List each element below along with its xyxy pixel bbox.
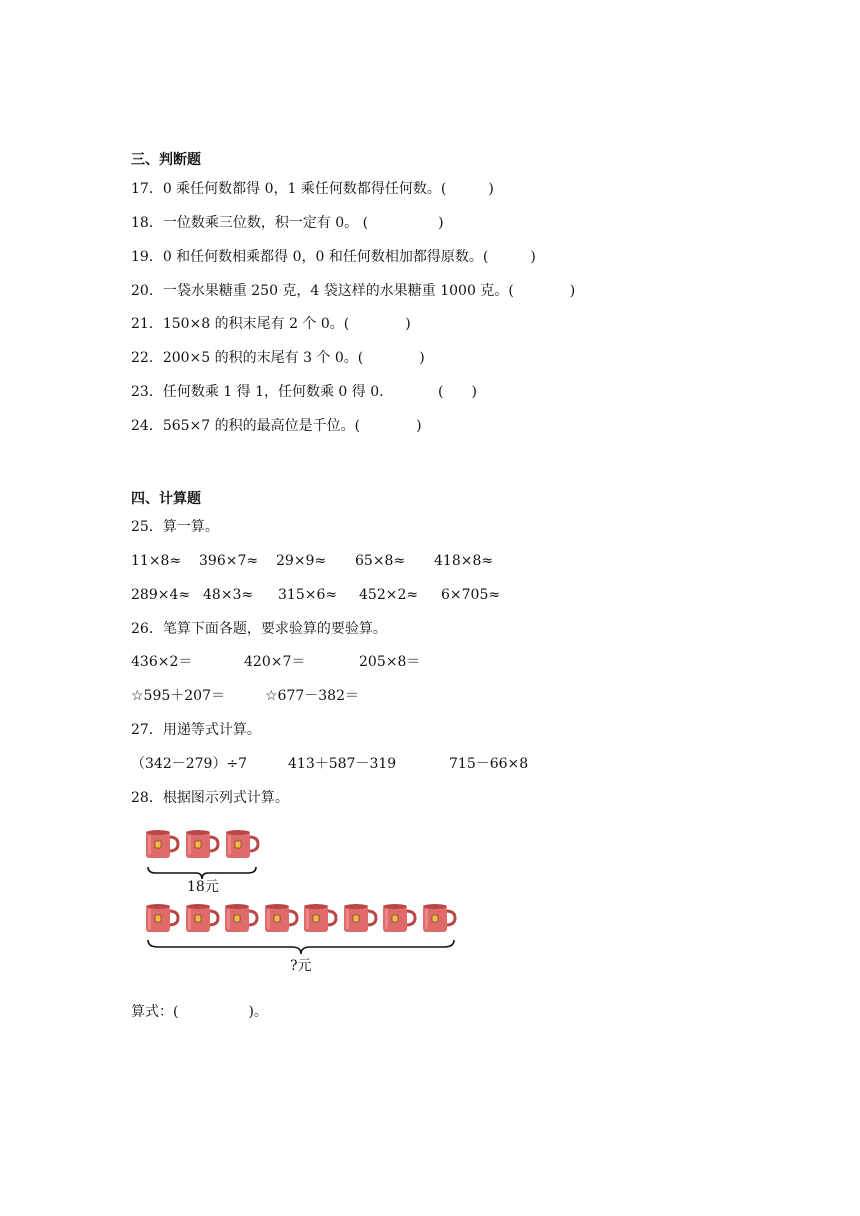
question-25: 25．算一算。 bbox=[131, 519, 219, 535]
question-27: 27．用递等式计算。 bbox=[131, 722, 261, 738]
column-calc-item: 205×8＝ bbox=[359, 654, 421, 670]
question-21: 21．150×8 的积末尾有 2 个 0。( ) bbox=[131, 316, 411, 332]
column-calc-item: ☆677－382＝ bbox=[265, 688, 359, 704]
section-title-judgement: 三、判断题 bbox=[131, 152, 201, 168]
column-calc-item: ☆595＋207＝ bbox=[131, 688, 225, 704]
mug-icon bbox=[224, 829, 260, 859]
question-19: 19．0 和任何数相乘都得 0，0 和任何数相加都得原数。( ) bbox=[131, 249, 536, 265]
question-18: 18．一位数乘三位数，积一定有 0。 ( ) bbox=[131, 215, 444, 231]
estimate-item: 396×7≈ bbox=[199, 553, 259, 569]
estimate-item: 315×6≈ bbox=[278, 587, 338, 603]
estimate-item: 11×8≈ bbox=[131, 553, 182, 569]
column-calc-item: 420×7＝ bbox=[244, 654, 306, 670]
estimate-item: 418×8≈ bbox=[434, 553, 494, 569]
mug-icon bbox=[184, 829, 220, 859]
mug-icon bbox=[144, 903, 180, 933]
mug-icon bbox=[223, 903, 259, 933]
column-calc-item: 436×2＝ bbox=[131, 654, 193, 670]
question-17: 17．0 乘任何数都得 0，1 乘任何数都得任何数。( ) bbox=[131, 181, 494, 197]
question-20: 20．一袋水果糖重 250 克，4 袋这样的水果糖重 1000 克。( ) bbox=[131, 283, 576, 299]
question-23-answer-paren: ( ) bbox=[438, 384, 477, 400]
section-title-calculation: 四、计算题 bbox=[131, 491, 201, 507]
stepwise-calc-item: 715－66×8 bbox=[449, 756, 529, 772]
mug-icon bbox=[263, 903, 299, 933]
question-22: 22．200×5 的积的末尾有 3 个 0。( ) bbox=[131, 350, 425, 366]
label-unknown-yuan: ?元 bbox=[290, 958, 312, 974]
mug-icon bbox=[421, 903, 457, 933]
question-28: 28．根据图示列式计算。 bbox=[131, 790, 289, 806]
estimate-item: 29×9≈ bbox=[276, 553, 327, 569]
mug-icon bbox=[144, 829, 180, 859]
estimate-item: 289×4≈ bbox=[131, 587, 191, 603]
mug-icon bbox=[381, 903, 417, 933]
stepwise-calc-item: 413＋587－319 bbox=[288, 756, 397, 772]
stepwise-calc-item: （342－279）÷7 bbox=[131, 756, 248, 772]
question-26: 26．笔算下面各题，要求验算的要验算。 bbox=[131, 621, 387, 637]
answer-formula: 算式：( )。 bbox=[131, 1004, 268, 1020]
brace-bottom bbox=[146, 938, 458, 956]
mug-icon bbox=[184, 903, 220, 933]
mug-icon bbox=[302, 903, 338, 933]
question-24: 24．565×7 的积的最高位是千位。( ) bbox=[131, 418, 422, 434]
question-23: 23．任何数乘 1 得 1，任何数乘 0 得 0. bbox=[131, 384, 384, 400]
estimate-item: 48×3≈ bbox=[203, 587, 254, 603]
mug-icon bbox=[342, 903, 378, 933]
label-18-yuan: 18元 bbox=[187, 879, 219, 895]
estimate-item: 65×8≈ bbox=[355, 553, 406, 569]
estimate-item: 452×2≈ bbox=[359, 587, 419, 603]
estimate-item: 6×705≈ bbox=[441, 587, 501, 603]
